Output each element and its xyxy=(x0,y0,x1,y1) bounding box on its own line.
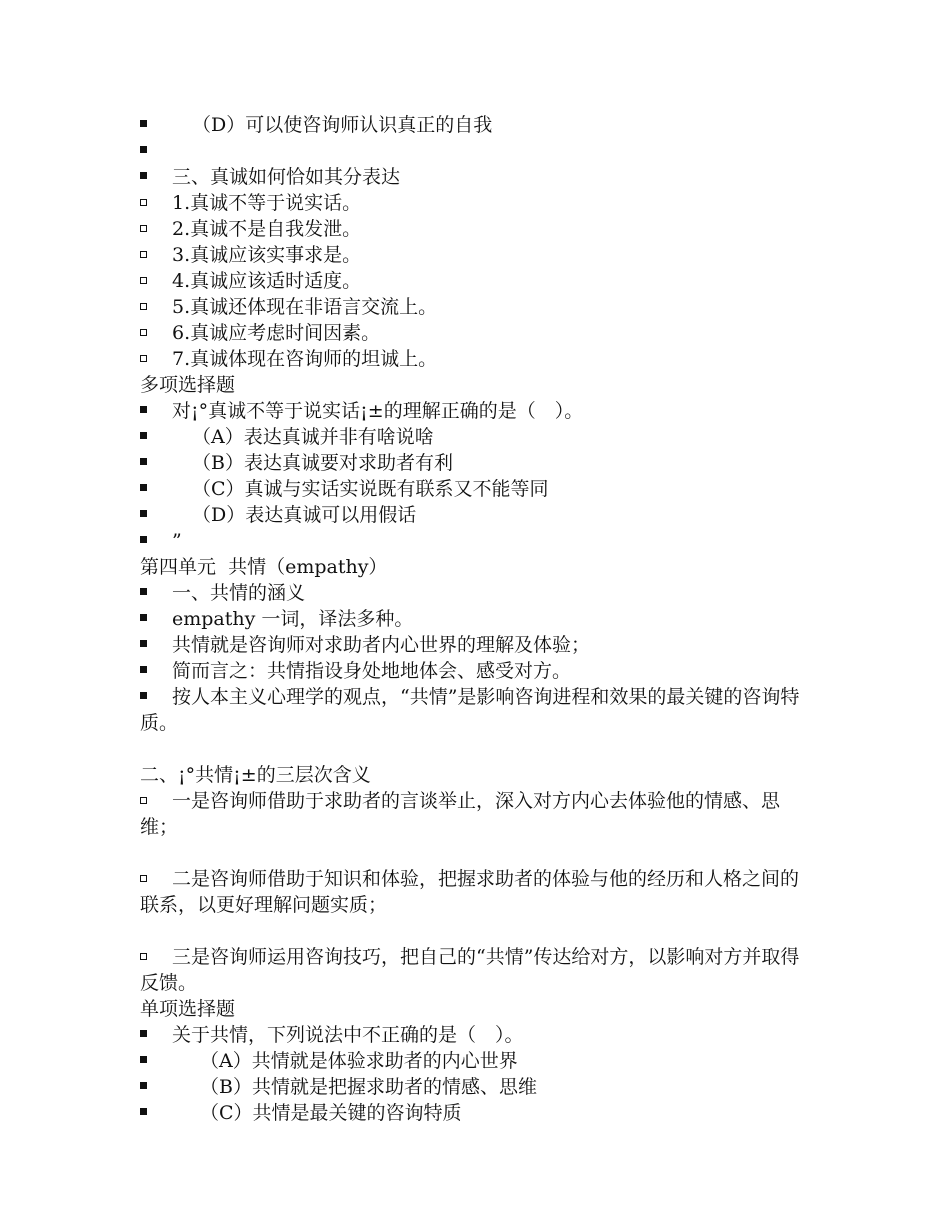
list-item xyxy=(140,242,815,268)
section-heading xyxy=(140,996,815,1022)
line-text: 简而言之：共情指设身处地地体会、感受对方。 xyxy=(172,660,572,682)
square-bullet-icon xyxy=(140,510,147,517)
section-heading xyxy=(140,554,815,580)
line-text: 按人本主义心理学的观点，“共情”是影响咨询进程和效果的最关键的咨询特质。 xyxy=(140,686,800,734)
square-bullet-icon xyxy=(140,588,147,595)
list-item xyxy=(140,450,815,476)
line-text: 4.真诚应该适时适度。 xyxy=(172,270,362,292)
line-text: empathy 一词，译法多种。 xyxy=(172,608,414,630)
square-bullet-icon xyxy=(140,640,147,647)
line-text: 共情就是咨询师对求助者内心世界的理解及体验； xyxy=(172,634,591,656)
hollow-square-bullet-icon xyxy=(140,225,147,232)
list-item xyxy=(140,1048,815,1074)
square-bullet-icon xyxy=(140,1082,147,1089)
list-item xyxy=(140,944,815,996)
line-text: （B）共情就是把握求助者的情感、思维 xyxy=(200,1076,537,1098)
list-item xyxy=(140,580,815,606)
list-item xyxy=(140,606,815,632)
list-item xyxy=(140,138,815,164)
square-bullet-icon xyxy=(140,120,147,127)
square-bullet-icon xyxy=(140,614,147,621)
hollow-square-bullet-icon xyxy=(140,199,147,206)
line-text: 关于共情，下列说法中不正确的是（ ）。 xyxy=(172,1024,524,1046)
square-bullet-icon xyxy=(140,432,147,439)
hollow-square-bullet-icon xyxy=(140,875,147,882)
square-bullet-icon xyxy=(140,484,147,491)
line-text: ” xyxy=(172,530,182,552)
line-text: 二、¡°共情¡±的三层次含义 xyxy=(140,764,371,786)
list-item xyxy=(140,502,815,528)
square-bullet-icon xyxy=(140,1030,147,1037)
list-item xyxy=(140,476,815,502)
square-bullet-icon xyxy=(140,1108,147,1115)
list-item xyxy=(140,164,815,190)
hollow-square-bullet-icon xyxy=(140,251,147,258)
list-item xyxy=(140,1100,815,1126)
line-text: 2.真诚不是自我发泄。 xyxy=(172,218,362,240)
line-text: 一是咨询师借助于求助者的言谈举止，深入对方内心去体验他的情感、思维； xyxy=(140,790,781,838)
list-item xyxy=(140,320,815,346)
line-text: 三、真诚如何恰如其分表达 xyxy=(172,166,401,188)
line-text: （A）共情就是体验求助者的内心世界 xyxy=(200,1050,518,1072)
list-item xyxy=(140,268,815,294)
blank-line xyxy=(140,840,815,866)
line-text: （A）表达真诚并非有啥说啥 xyxy=(192,426,434,448)
line-text: （D）可以使咨询师认识真正的自我 xyxy=(192,114,493,136)
square-bullet-icon xyxy=(140,458,147,465)
hollow-square-bullet-icon xyxy=(140,329,147,336)
line-text: 多项选择题 xyxy=(140,374,236,396)
line-text: 三是咨询师运用咨询技巧，把自己的“共情”传达给对方，以影响对方并取得反馈。 xyxy=(140,946,800,994)
hollow-square-bullet-icon xyxy=(140,277,147,284)
list-item xyxy=(140,1074,815,1100)
list-item xyxy=(140,216,815,242)
line-text: 第四单元 共情（empathy） xyxy=(140,556,388,578)
line-text: （C）真诚与实话实说既有联系又不能等同 xyxy=(192,478,549,500)
hollow-square-bullet-icon xyxy=(140,797,147,804)
list-item xyxy=(140,632,815,658)
square-bullet-icon xyxy=(140,692,147,699)
line-text: （B）表达真诚要对求助者有利 xyxy=(192,452,453,474)
section-heading xyxy=(140,762,815,788)
line-text: 一、共情的涵义 xyxy=(172,582,306,604)
line-text: 5.真诚还体现在非语言交流上。 xyxy=(172,296,438,318)
list-item xyxy=(140,658,815,684)
line-text: 3.真诚应该实事求是。 xyxy=(172,244,362,266)
blank-line xyxy=(140,736,815,762)
line-text: 6.真诚应考虑时间因素。 xyxy=(172,322,381,344)
list-item xyxy=(140,190,815,216)
square-bullet-icon xyxy=(140,172,147,179)
hollow-square-bullet-icon xyxy=(140,355,147,362)
list-item xyxy=(140,1022,815,1048)
square-bullet-icon xyxy=(140,666,147,673)
list-item xyxy=(140,424,815,450)
document-page xyxy=(140,112,815,1126)
square-bullet-icon xyxy=(140,406,147,413)
square-bullet-icon xyxy=(140,1056,147,1063)
list-item xyxy=(140,112,815,138)
list-item xyxy=(140,294,815,320)
list-item xyxy=(140,528,815,554)
line-text: 对¡°真诚不等于说实话¡±的理解正确的是（ ）。 xyxy=(172,400,584,422)
list-item xyxy=(140,684,815,736)
list-item xyxy=(140,866,815,918)
line-text: （C）共情是最关键的咨询特质 xyxy=(200,1102,462,1124)
square-bullet-icon xyxy=(140,536,147,543)
list-item xyxy=(140,346,815,372)
line-text: 1.真诚不等于说实话。 xyxy=(172,192,362,214)
line-text: 二是咨询师借助于知识和体验，把握求助者的体验与他的经历和人格之间的联系，以更好理解问题实质； xyxy=(140,868,800,916)
list-item xyxy=(140,788,815,840)
section-heading xyxy=(140,372,815,398)
line-text: 7.真诚体现在咨询师的坦诚上。 xyxy=(172,348,438,370)
square-bullet-icon xyxy=(140,146,147,153)
line-text: （D）表达真诚可以用假话 xyxy=(192,504,417,526)
blank-line xyxy=(140,918,815,944)
list-item xyxy=(140,398,815,424)
hollow-square-bullet-icon xyxy=(140,953,147,960)
line-text: 单项选择题 xyxy=(140,998,236,1020)
hollow-square-bullet-icon xyxy=(140,303,147,310)
